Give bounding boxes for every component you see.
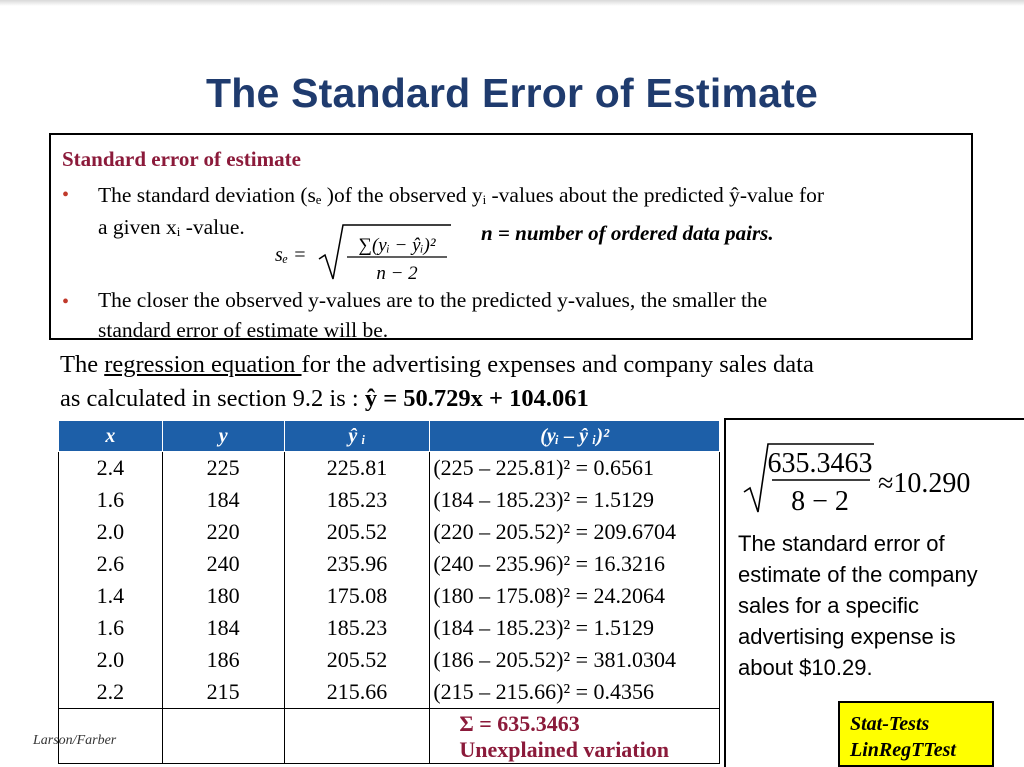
cell-squared-residual: (180 – 175.08)² = 24.2064: [430, 580, 720, 612]
paragraph-line2: [60, 385, 589, 413]
cell-squared-residual: (184 – 185.23)² = 1.5129: [430, 484, 720, 516]
paragraph-text: The: [60, 351, 105, 378]
cell-x: 1.6: [59, 612, 163, 644]
header-yhat: ŷ ᵢ: [284, 421, 430, 452]
sum-cell: [430, 709, 720, 764]
top-shadow: [0, 0, 1024, 6]
paragraph-text: as calculated in section 9.2 is :: [60, 385, 365, 412]
cell-yhat: 225.81: [284, 452, 430, 485]
stat-box-line2: LinRegTTest: [850, 739, 956, 761]
bullet1-line1: The standard deviation (sₑ )of the observed yᵢ -values about the predicted ŷ-value for: [98, 183, 825, 207]
bullet-dot-icon: •: [62, 184, 70, 206]
paragraph-line1: [60, 351, 814, 379]
table-row: [59, 452, 720, 485]
cell-x: 2.4: [59, 452, 163, 485]
table-header-row: [59, 421, 720, 452]
cell-yhat: 175.08: [284, 580, 430, 612]
table-row: [59, 676, 720, 709]
regression-equation: ŷ = 50.729x + 104.061: [364, 385, 589, 412]
cell-y: 186: [162, 644, 284, 676]
bullet1-line2: a given xᵢ -value.: [98, 215, 245, 239]
cell-x: 1.4: [59, 580, 163, 612]
cell-yhat: 185.23: [284, 484, 430, 516]
table-row: [59, 484, 720, 516]
header-squared-residual: (yᵢ – ŷ ᵢ)²: [430, 421, 720, 452]
stat-tests-box: [838, 701, 994, 767]
cell-y: 240: [162, 548, 284, 580]
cell-squared-residual: (240 – 235.96)² = 16.3216: [430, 548, 720, 580]
sum-cell-empty: [162, 709, 284, 764]
cell-yhat: 205.52: [284, 516, 430, 548]
cell-x: 2.6: [59, 548, 163, 580]
cell-squared-residual: (184 – 185.23)² = 1.5129: [430, 612, 720, 644]
cell-yhat: 215.66: [284, 676, 430, 709]
table-row: [59, 644, 720, 676]
formula-denominator: n − 2: [376, 263, 418, 284]
result-formula: [740, 438, 1000, 526]
cell-squared-residual: (220 – 205.52)² = 209.6704: [430, 516, 720, 548]
header-x: x: [59, 421, 163, 452]
bullet-dot-icon: •: [62, 291, 70, 313]
cell-y: 184: [162, 484, 284, 516]
sum-value: Σ = 635.3463: [459, 711, 580, 736]
table-row: [59, 548, 720, 580]
sum-row: [59, 709, 720, 764]
cell-squared-residual: (225 – 225.81)² = 0.6561: [430, 452, 720, 485]
n-definition: n = number of ordered data pairs.: [481, 221, 774, 245]
cell-y: 225: [162, 452, 284, 485]
cell-y: 184: [162, 612, 284, 644]
cell-yhat: 235.96: [284, 548, 430, 580]
cell-x: 2.0: [59, 516, 163, 548]
sum-label: Unexplained variation: [459, 737, 669, 762]
cell-y: 215: [162, 676, 284, 709]
cell-yhat: 185.23: [284, 612, 430, 644]
conclusion-text: The standard error of estimate of the company sales for a specific advertising expense is about $10.29.: [738, 531, 978, 680]
result-numerator: 635.3463: [767, 448, 873, 479]
header-y: y: [162, 421, 284, 452]
footer-author: Larson/Farber: [33, 733, 117, 748]
cell-x: 2.2: [59, 676, 163, 709]
table-row: [59, 516, 720, 548]
result-denominator: 8 − 2: [791, 486, 849, 517]
se-formula: [275, 217, 455, 293]
formula-numerator: ∑(yᵢ − ŷᵢ)²: [358, 235, 436, 256]
cell-y: 220: [162, 516, 284, 548]
cell-squared-residual: (186 – 205.52)² = 381.0304: [430, 644, 720, 676]
definition-heading: Standard error of estimate: [62, 147, 301, 171]
bullet2-line2: standard error of estimate will be.: [98, 318, 389, 342]
bullet2-line1: The closer the observed y-values are to the predicted y-values, the smaller the: [98, 288, 768, 312]
slide-title: The Standard Error of Estimate: [205, 70, 818, 116]
regression-equation-link[interactable]: regression equation: [104, 351, 302, 378]
data-table: [58, 420, 720, 764]
formula-lhs: sₑ =: [275, 244, 307, 266]
cell-yhat: 205.52: [284, 644, 430, 676]
definition-box: [49, 133, 973, 340]
sum-cell-empty: [284, 709, 430, 764]
table-row: [59, 612, 720, 644]
result-formula-svg: [740, 438, 1000, 518]
cell-y: 180: [162, 580, 284, 612]
cell-squared-residual: (215 – 215.66)² = 0.4356: [430, 676, 720, 709]
stat-box-line1: Stat-Tests: [850, 713, 930, 735]
table-row: [59, 580, 720, 612]
paragraph-text: for the advertising expenses and company sales data: [301, 351, 814, 378]
se-formula-svg: [275, 217, 455, 287]
result-approx: ≈10.290: [878, 468, 971, 499]
cell-x: 2.0: [59, 644, 163, 676]
cell-x: 1.6: [59, 484, 163, 516]
